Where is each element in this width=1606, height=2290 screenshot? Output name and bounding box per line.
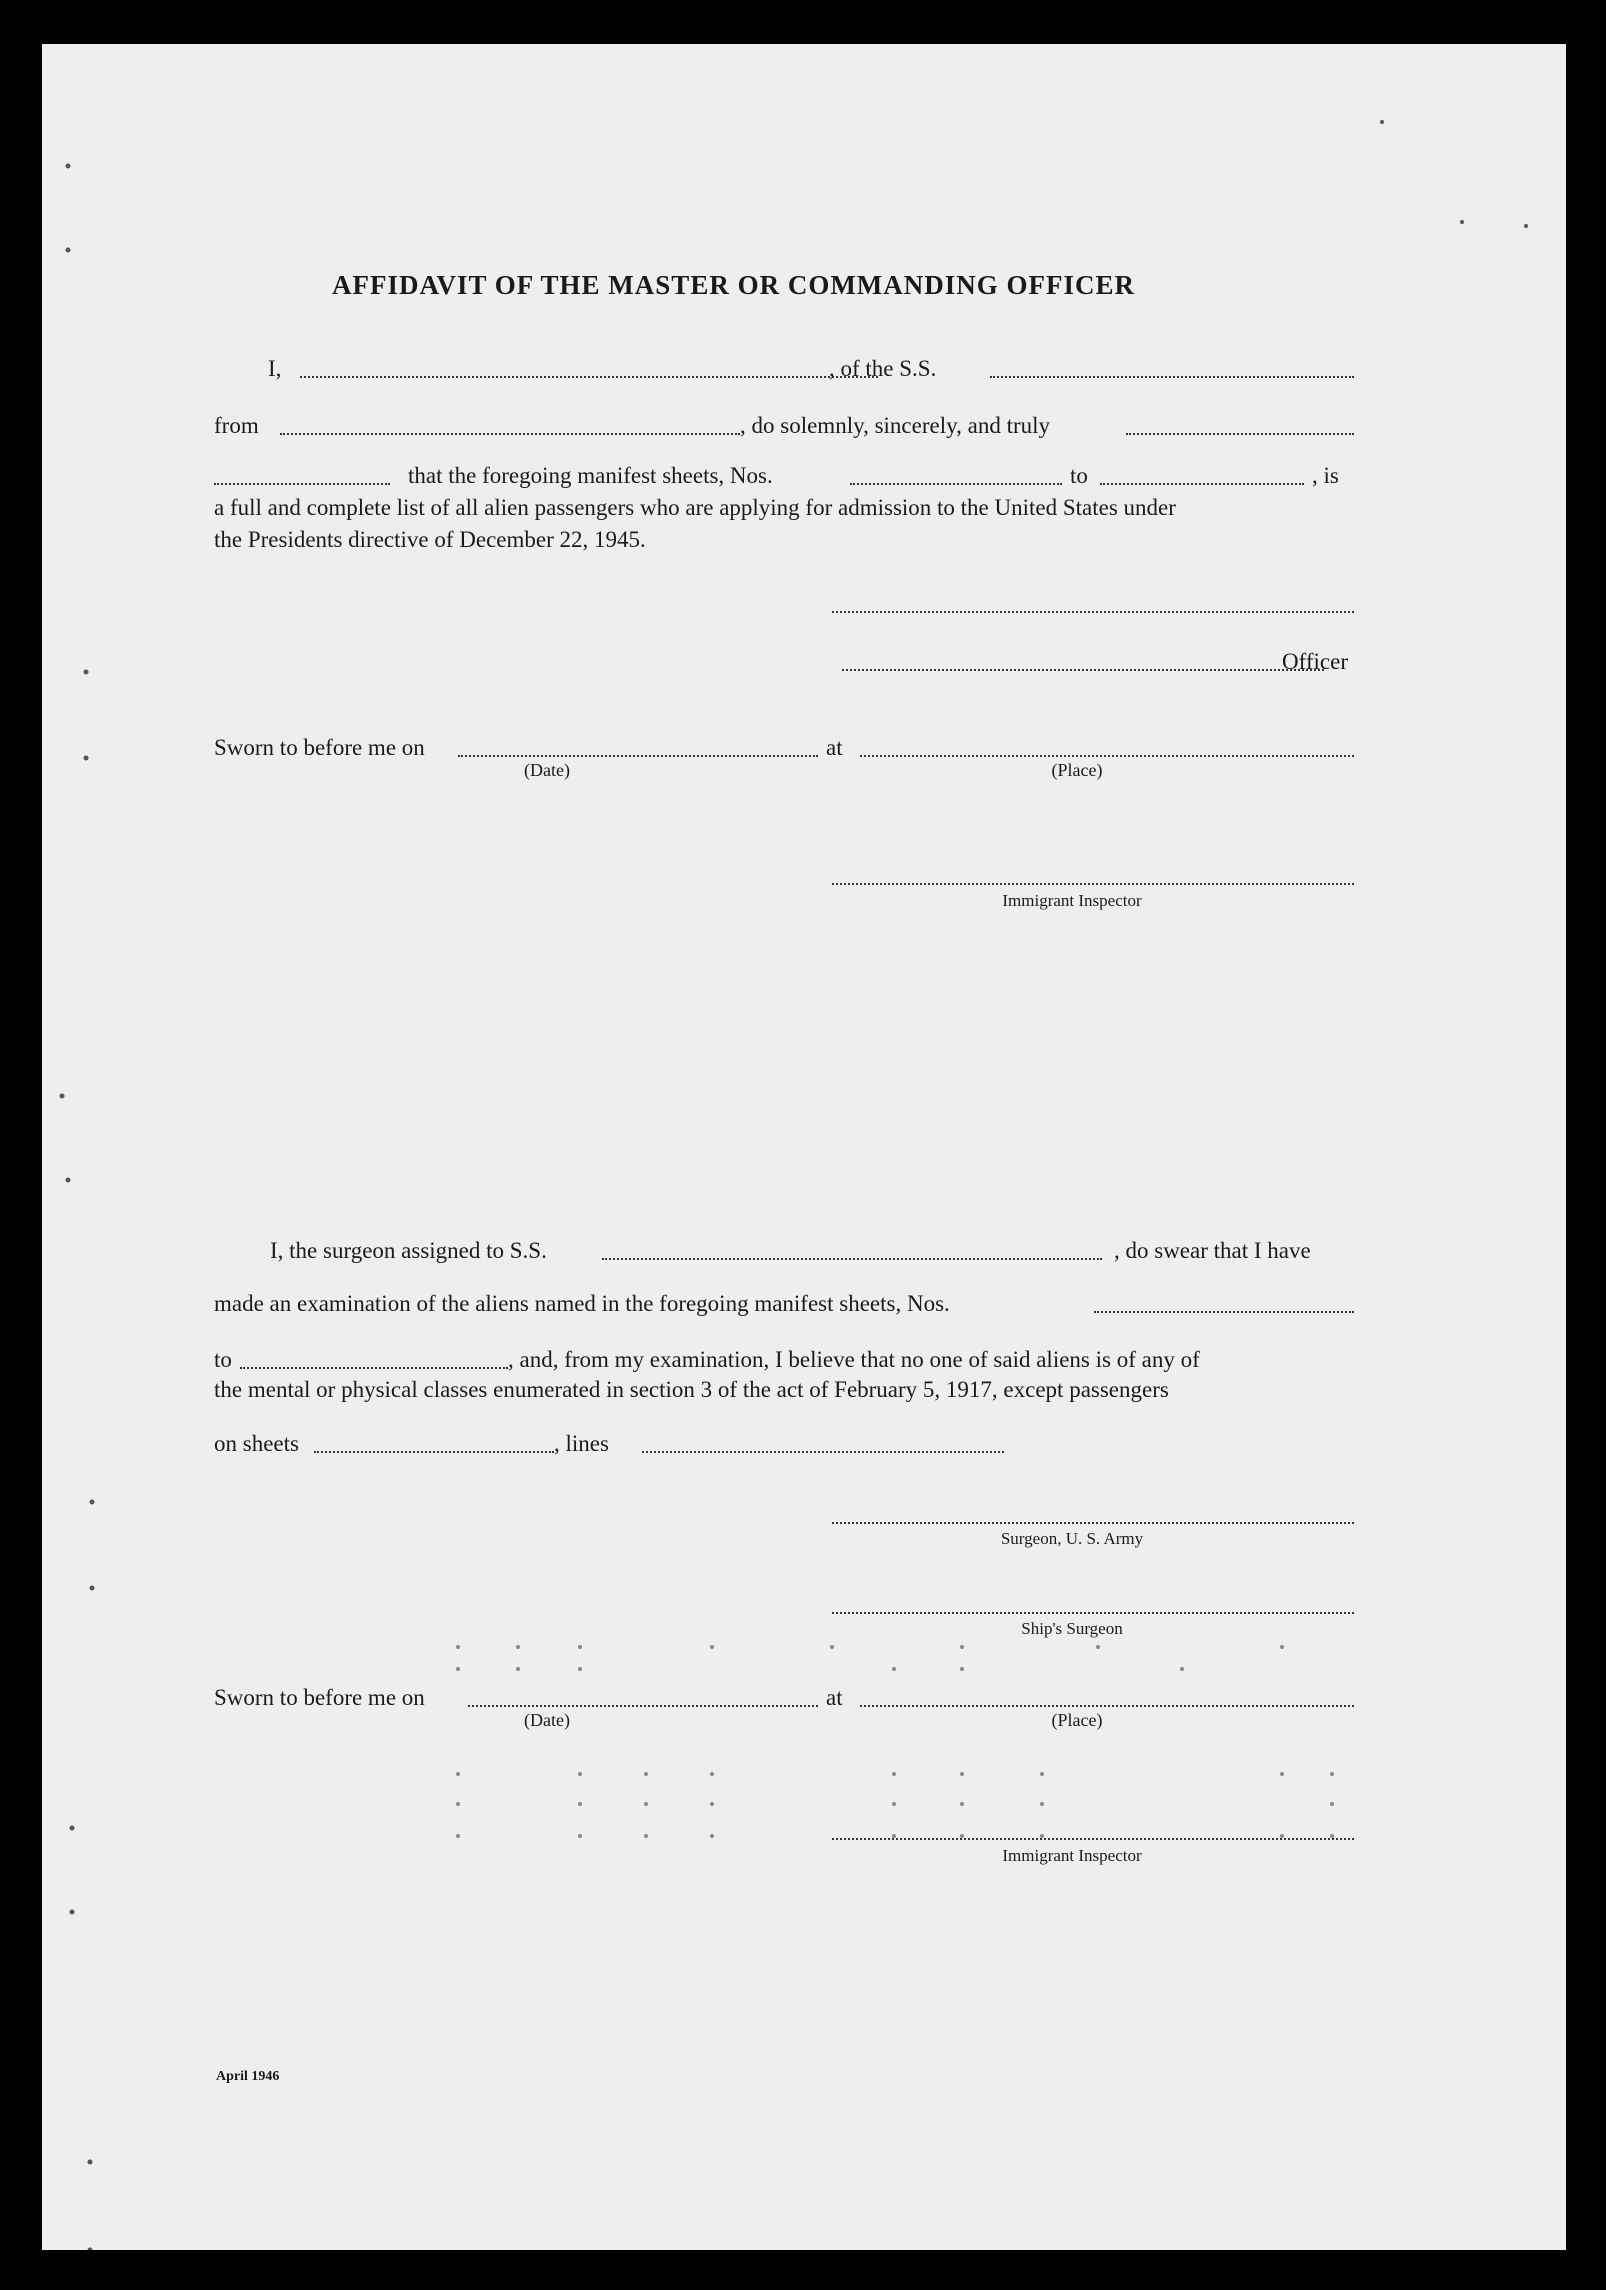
inspector-2-caption: Immigrant Inspector [1002, 1846, 1142, 1865]
oath-verb-blank[interactable] [214, 483, 390, 485]
sworn-2-place-blank[interactable] [860, 1705, 1354, 1707]
sworn-1-place-caption: (Place) [1051, 760, 1103, 780]
sworn-1-place-blank[interactable] [860, 755, 1354, 757]
foregoing-sheets-label: that the foregoing manifest sheets, Nos. [408, 463, 773, 488]
sheets-to-blank[interactable] [1100, 483, 1304, 485]
lines-label: , lines [554, 1431, 609, 1456]
of-ss-label: , of the S.S. [829, 356, 937, 381]
surgeon-sheets-from-blank[interactable] [1094, 1311, 1354, 1313]
surgeon-line-3: , and, from my examination, I believe that no one of said aliens is of any of [508, 1347, 1200, 1372]
except-sheets-blank[interactable] [314, 1451, 554, 1453]
master-i-label: I, [268, 356, 282, 381]
sworn-2-date-blank[interactable] [468, 1705, 818, 1707]
sworn-1-label: Sworn to before me on [214, 735, 425, 760]
army-surgeon-caption: Surgeon, U. S. Army [1000, 1529, 1144, 1548]
sworn-1-date-blank[interactable] [458, 755, 818, 757]
inspector-1-caption: Immigrant Inspector [1002, 891, 1142, 910]
officer-label: Officer [1282, 649, 1348, 674]
form-sheet [42, 44, 1566, 2250]
sworn-2-label: Sworn to before me on [214, 1685, 425, 1710]
master-signature-line[interactable] [832, 611, 1354, 613]
sworn-2-place-caption: (Place) [1051, 1710, 1103, 1730]
sheets-from-blank[interactable] [850, 483, 1062, 485]
surgeon-line-4: the mental or physical classes enumerated in section 3 of the act of February 5, 1917, except passengers [214, 1377, 1169, 1402]
ships-surgeon-signature-line[interactable] [832, 1612, 1354, 1614]
inspector-2-signature-line[interactable] [832, 1838, 1354, 1840]
sworn-2-date-caption: (Date) [524, 1710, 570, 1730]
surgeon-line-2: made an examination of the aliens named in the foregoing manifest sheets, Nos. [214, 1291, 950, 1316]
surgeon-sheets-to-blank[interactable] [240, 1367, 508, 1369]
surgeon-to-label: to [214, 1347, 232, 1372]
form-title: AFFIDAVIT OF THE MASTER OR COMMANDING OFFICER [332, 270, 1136, 300]
on-sheets-label: on sheets [214, 1431, 299, 1456]
sworn-1-at-label: at [826, 735, 843, 760]
oath-word-blank[interactable] [1126, 433, 1354, 435]
surgeon-line-1: I, the surgeon assigned to S.S. [270, 1238, 547, 1263]
from-label: from [214, 413, 259, 438]
surgeon-line-1-suffix: , do swear that I have [1114, 1238, 1311, 1263]
port-from-blank[interactable] [280, 433, 740, 435]
master-body-line-2: a full and complete list of all alien passengers who are applying for admission to the United States under [214, 495, 1176, 520]
surgeon-ship-blank[interactable] [602, 1258, 1102, 1260]
inspector-1-signature-line[interactable] [832, 883, 1354, 885]
form-date-footer: April 1946 [216, 2069, 280, 2084]
sworn-2-at-label: at [826, 1685, 843, 1710]
master-name-blank[interactable] [300, 376, 878, 378]
master-body-line-3: the Presidents directive of December 22, 1945. [214, 527, 646, 552]
ship-name-blank[interactable] [990, 376, 1354, 378]
except-lines-blank[interactable] [642, 1451, 1004, 1453]
ships-surgeon-caption: Ship's Surgeon [1021, 1619, 1123, 1638]
solemnly-label: , do solemnly, sincerely, and truly [740, 413, 1051, 438]
army-surgeon-signature-line[interactable] [832, 1522, 1354, 1524]
officer-title-line[interactable] [842, 669, 1324, 671]
sworn-1-date-caption: (Date) [524, 760, 570, 780]
to-label: to [1070, 463, 1088, 488]
is-label: , is [1312, 463, 1339, 488]
